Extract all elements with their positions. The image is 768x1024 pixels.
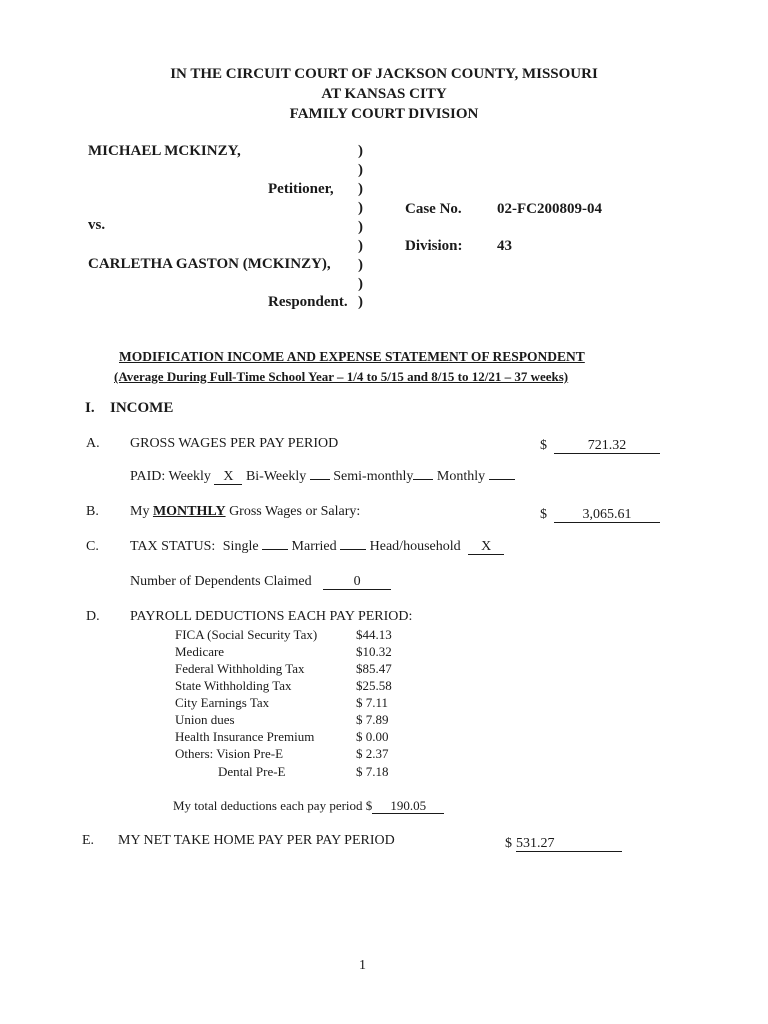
tax-status-label: TAX STATUS:: [130, 539, 216, 554]
monthly-wages-dollar: $: [540, 507, 547, 522]
deduction-value: $ 7.11: [356, 695, 389, 710]
deduction-label: FICA (Social Security Tax): [175, 627, 318, 642]
pay-frequency-row: [130, 469, 515, 485]
statement-subtitle: (Average During Full-Time School Year – 1/4 to 5/15 and 8/15 to 12/21 – 37 weeks): [114, 369, 569, 384]
income-section-label: INCOME: [110, 400, 174, 416]
tax-married-blank: [340, 549, 366, 550]
caption-paren: ): [358, 294, 363, 310]
payroll-deductions-label: PAYROLL DEDUCTIONS EACH PAY PERIOD:: [130, 609, 413, 624]
division-value: 43: [497, 238, 512, 254]
net-pay-value: 531.27: [516, 837, 622, 852]
deduction-value: $10.32: [356, 644, 392, 659]
tax-head-mark: X: [468, 540, 504, 555]
monthly-wages-label: My MONTHLY Gross Wages or Salary:: [130, 504, 361, 519]
gross-wages-dollar: $: [540, 438, 547, 453]
case-no-value: 02-FC200809-04: [497, 201, 602, 217]
tax-head-label: Head/household: [369, 539, 461, 554]
paid-monthly-label: Monthly: [436, 469, 486, 484]
caption-paren: ): [358, 219, 363, 235]
case-no-label: Case No.: [405, 201, 462, 217]
petitioner-name: MICHAEL MCKINZY,: [88, 143, 241, 159]
respondent-label: Respondent.: [268, 294, 348, 310]
deduction-label: Others: Vision Pre-E: [175, 746, 284, 761]
tax-married-label: Married: [291, 539, 337, 554]
dependents-value: 0: [323, 575, 391, 590]
caption-paren: ): [358, 181, 363, 197]
court-header-line3: FAMILY COURT DIVISION: [289, 106, 479, 122]
item-b-letter: B.: [86, 504, 99, 519]
deduction-label: State Withholding Tax: [175, 678, 292, 693]
caption-paren: ): [358, 162, 363, 178]
net-pay-dollar: $: [505, 836, 512, 851]
tax-single-label: Single: [222, 539, 259, 554]
deduction-value: $ 0.00: [356, 729, 389, 744]
deduction-label: Union dues: [175, 712, 235, 727]
deduction-value: $85.47: [356, 661, 392, 676]
respondent-name: CARLETHA GASTON (MCKINZY),: [88, 256, 331, 272]
vs-label: vs.: [88, 217, 106, 233]
deduction-label: Federal Withholding Tax: [175, 661, 305, 676]
dependents-row: [130, 574, 391, 590]
total-deductions-row: [173, 798, 444, 814]
deduction-value: $ 2.37: [356, 746, 389, 761]
paid-semimonthly-label: Semi-monthly: [333, 469, 414, 484]
deduction-value: $44.13: [356, 627, 392, 642]
dependents-label: Number of Dependents Claimed: [130, 574, 312, 589]
caption-paren: ): [358, 276, 363, 292]
gross-wages-value: 721.32: [554, 439, 660, 454]
item-c-letter: C.: [86, 539, 99, 554]
total-deductions-label: My total deductions each pay period $: [173, 798, 373, 813]
item-e-letter: E.: [82, 833, 95, 848]
deduction-label: Dental Pre-E: [218, 764, 286, 779]
statement-title: MODIFICATION INCOME AND EXPENSE STATEMENT OF RESPONDENT: [119, 349, 585, 364]
item-a-letter: A.: [86, 436, 100, 451]
page-number: 1: [359, 958, 366, 973]
deduction-value: $ 7.18: [356, 764, 389, 779]
income-section-number: I.: [85, 400, 95, 416]
paid-biweekly-label: Bi-Weekly: [245, 469, 307, 484]
deduction-value: $25.58: [356, 678, 392, 693]
deduction-label: Medicare: [175, 644, 225, 659]
deduction-label: Health Insurance Premium: [175, 729, 315, 744]
tax-status-row: [130, 539, 504, 555]
caption-paren: ): [358, 200, 363, 216]
paid-biweekly-blank: [310, 479, 330, 480]
total-deductions-value: 190.05: [372, 799, 444, 814]
gross-wages-label: GROSS WAGES PER PAY PERIOD: [130, 436, 339, 451]
caption-paren: ): [358, 257, 363, 273]
monthly-wages-value: 3,065.61: [554, 508, 660, 523]
net-pay-label: MY NET TAKE HOME PAY PER PAY PERIOD: [118, 833, 395, 848]
paid-semimonthly-blank: [413, 479, 433, 480]
court-header-line1: IN THE CIRCUIT COURT OF JACKSON COUNTY, MISSOURI: [170, 66, 598, 82]
paid-weekly-mark: X: [214, 470, 242, 485]
petitioner-label: Petitioner,: [268, 181, 334, 197]
division-label: Division:: [405, 238, 463, 254]
paid-monthly-blank: [489, 479, 515, 480]
item-d-letter: D.: [86, 609, 100, 624]
monthly-emphasis: MONTHLY: [152, 504, 226, 519]
caption-paren: ): [358, 143, 363, 159]
deduction-label: City Earnings Tax: [175, 695, 270, 710]
paid-label: PAID: Weekly: [130, 469, 211, 484]
deduction-value: $ 7.89: [356, 712, 389, 727]
court-header-line2: AT KANSAS CITY: [321, 86, 447, 102]
tax-single-blank: [262, 549, 288, 550]
caption-paren: ): [358, 238, 363, 254]
